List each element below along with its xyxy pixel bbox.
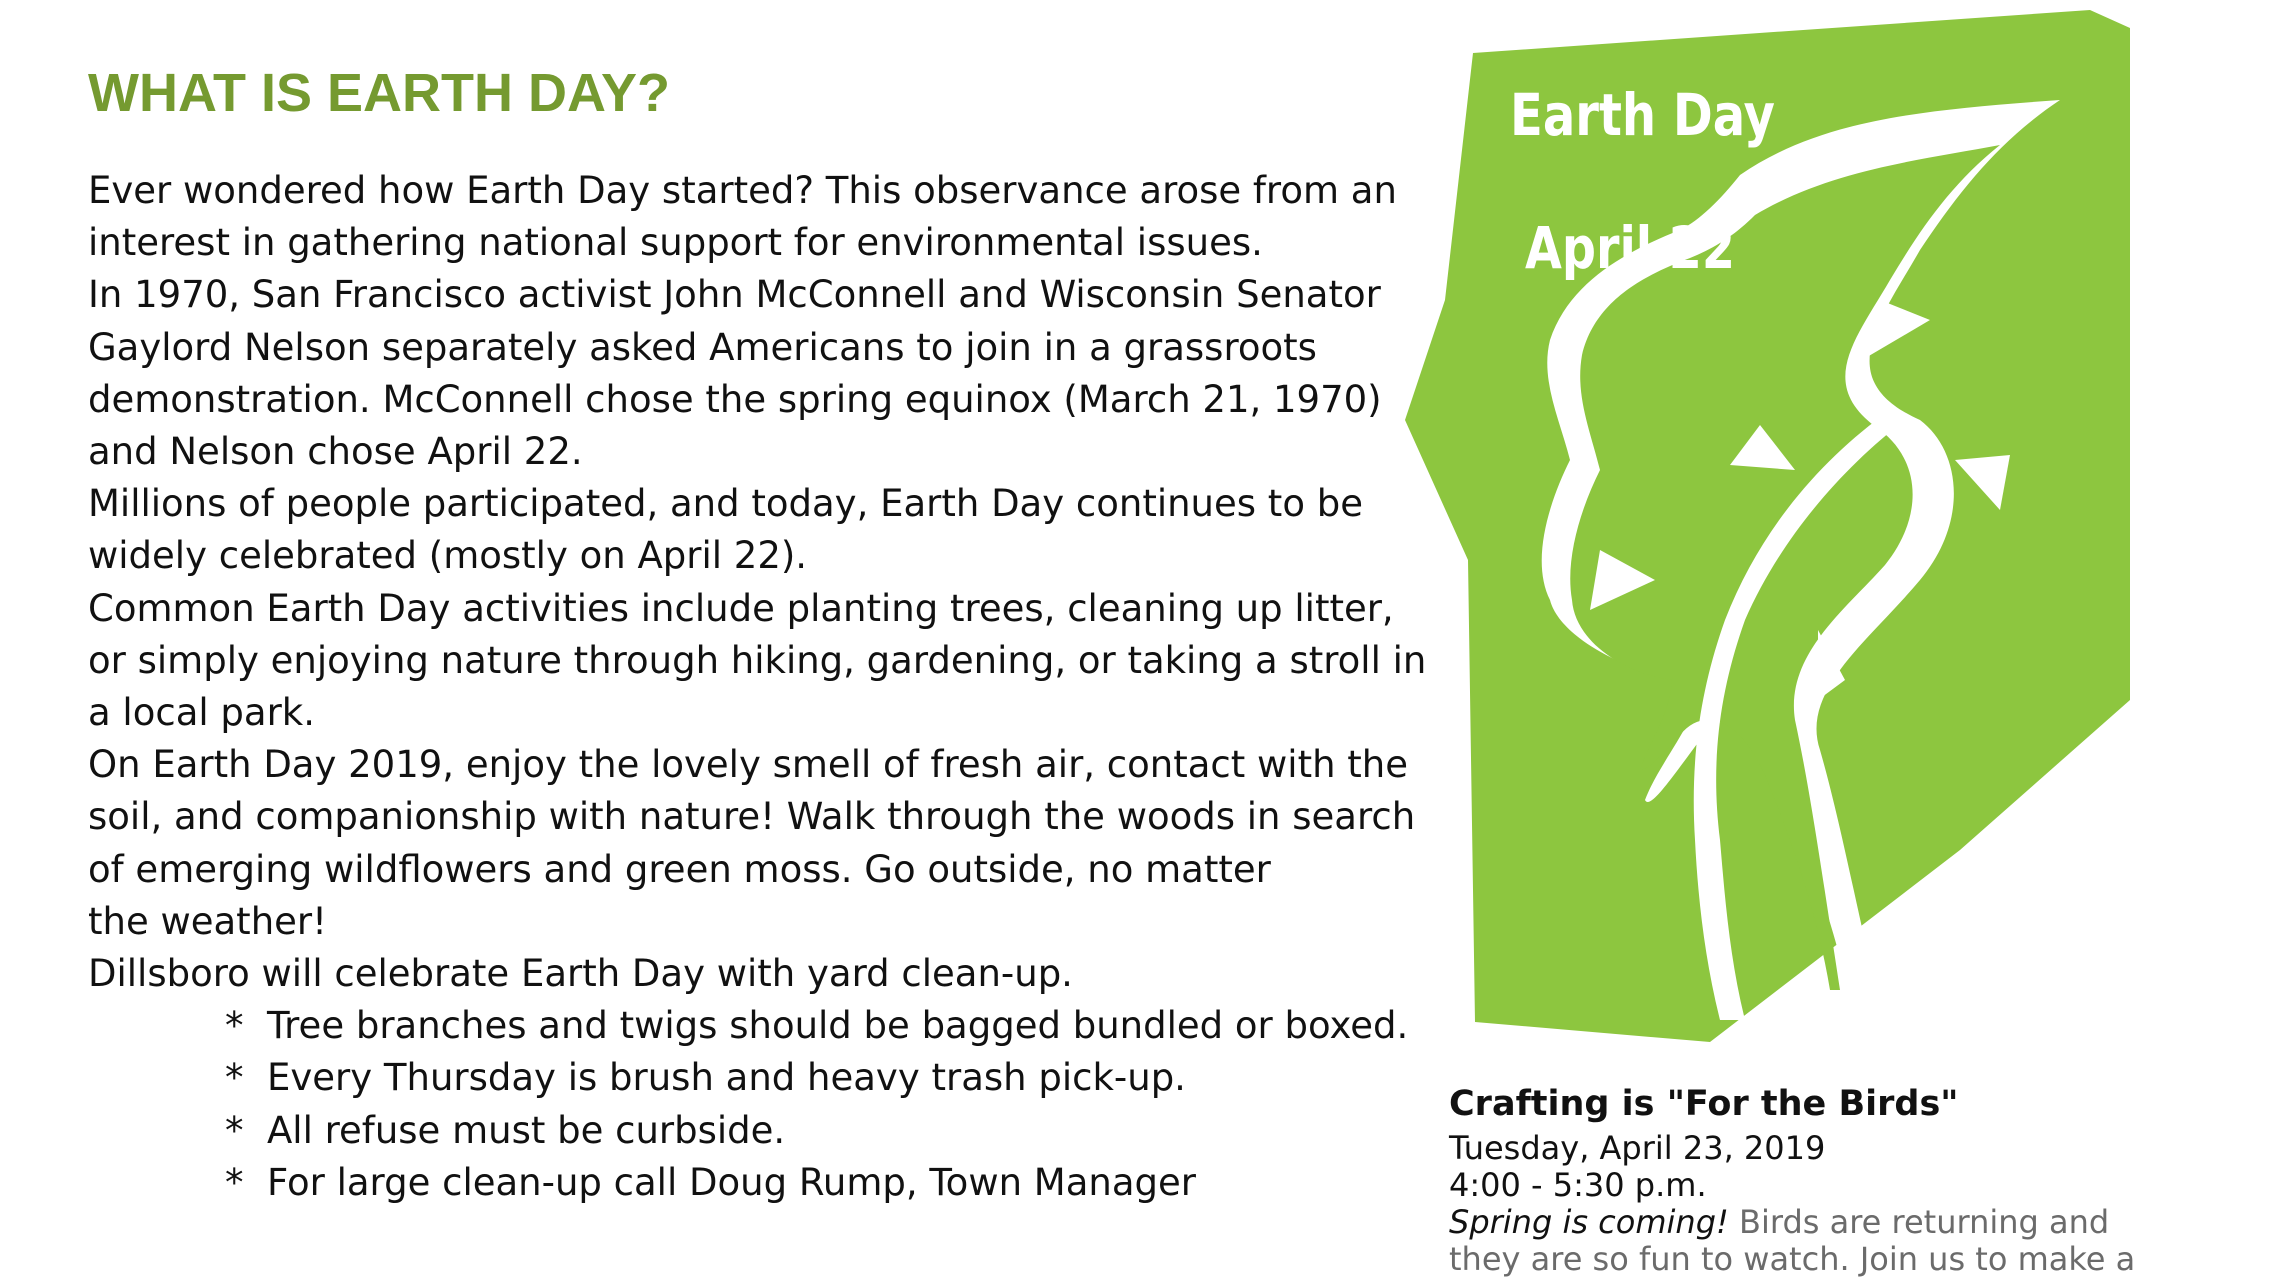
article-line: In 1970, San Francisco activist John McConnell and Wisconsin Senator bbox=[88, 273, 1381, 317]
list-item bbox=[88, 1000, 1448, 1052]
event-time: 4:00 - 5:30 p.m. bbox=[1449, 1166, 1707, 1204]
bullet-marker: * bbox=[225, 1056, 244, 1100]
bullet-marker: * bbox=[225, 1160, 244, 1204]
event-sidebar bbox=[1449, 1078, 2269, 1278]
article-line: Ever wondered how Earth Day started? This observance arose from an bbox=[88, 169, 1397, 212]
article-line: soil, and companionship with nature! Walk through the woods in search bbox=[88, 795, 1416, 839]
event-description-line bbox=[1449, 1204, 2269, 1241]
bullet-text: For large clean-up call Doug Rump, Town Manager bbox=[267, 1160, 1196, 1204]
event-description-text: Birds are returning and bbox=[1728, 1203, 2110, 1241]
event-date: Tuesday, April 23, 2019 bbox=[1449, 1129, 1826, 1167]
earth-day-graphic bbox=[1400, 0, 2140, 1080]
article-line: Dillsboro will celebrate Earth Day with yard clean-up. bbox=[88, 952, 1073, 996]
article-line: widely celebrated (mostly on April 22). bbox=[88, 534, 808, 578]
article-line: demonstration. McConnell chose the spring equinox (March 21, 1970) bbox=[88, 377, 1382, 421]
cleanup-bullet-list bbox=[88, 1000, 1448, 1209]
bullet-text: Tree branches and twigs should be bagged bundled or boxed. bbox=[267, 1004, 1409, 1048]
article-line: of emerging wildflowers and green moss. Go outside, no matter bbox=[88, 847, 1271, 891]
article-line: On Earth Day 2019, enjoy the lovely smell of fresh air, contact with the bbox=[88, 743, 1409, 787]
graphic-title-line2: April 22 bbox=[1525, 214, 1735, 282]
list-item bbox=[88, 1157, 1448, 1209]
article-line: and Nelson chose April 22. bbox=[88, 430, 583, 474]
list-item bbox=[88, 1105, 1448, 1157]
article-line: Common Earth Day activities include planting trees, cleaning up litter, bbox=[88, 586, 1394, 630]
article-line: interest in gathering national support for environmental issues. bbox=[88, 221, 1263, 265]
bullet-marker: * bbox=[225, 1108, 244, 1152]
list-item bbox=[88, 1052, 1448, 1104]
event-title: Crafting is "For the Birds" bbox=[1449, 1084, 1959, 1124]
article-body bbox=[88, 165, 1448, 1209]
event-description-text: they are so fun to watch. Join us to make a bbox=[1449, 1240, 2136, 1278]
event-description-line bbox=[1449, 1241, 2269, 1278]
article-line: or simply enjoying nature through hiking, gardening, or taking a stroll in bbox=[88, 638, 1427, 682]
article-heading: WHAT IS EARTH DAY? bbox=[88, 63, 671, 123]
article-line: Gaylord Nelson separately asked Americans to join in a grassroots bbox=[88, 325, 1317, 369]
article-line: Millions of people participated, and today, Earth Day continues to be bbox=[88, 482, 1363, 526]
event-description-lead: Spring is coming! bbox=[1449, 1203, 1729, 1241]
bullet-text: All refuse must be curbside. bbox=[267, 1108, 786, 1152]
bullet-text: Every Thursday is brush and heavy trash pick-up. bbox=[267, 1056, 1186, 1100]
article-line: a local park. bbox=[88, 691, 315, 735]
graphic-title-line1: Earth Day bbox=[1510, 81, 1775, 149]
article-line: the weather! bbox=[88, 899, 327, 943]
bullet-marker: * bbox=[225, 1004, 244, 1048]
